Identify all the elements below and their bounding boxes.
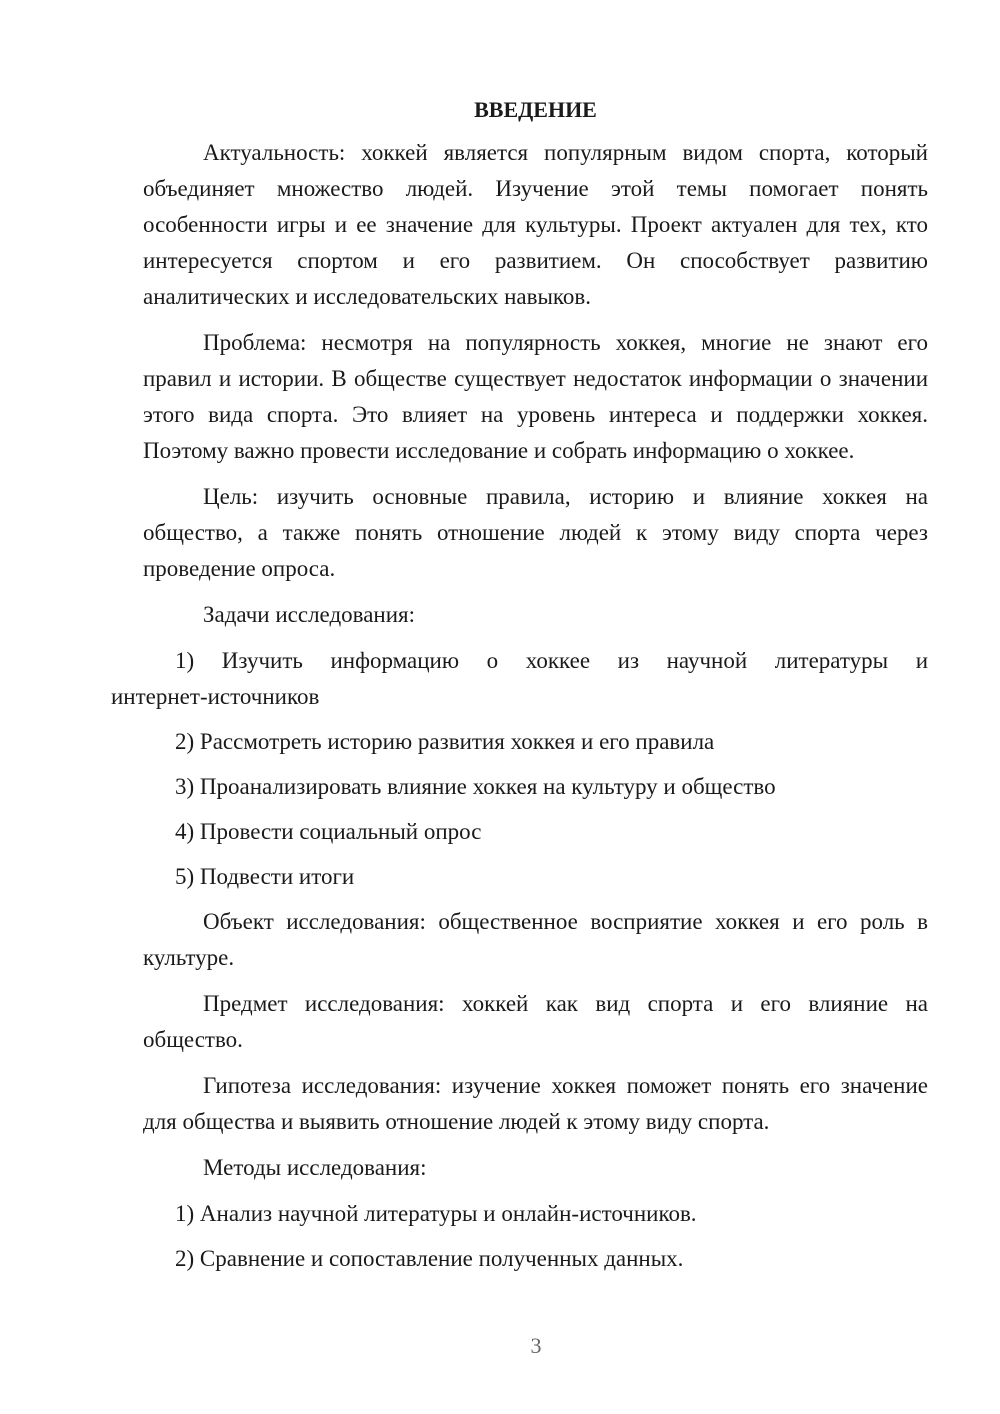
task-item-1 <box>111 643 928 715</box>
task-item-1-first-line: 1) Изучить информацию о хоккее из научной литературы и <box>175 648 928 673</box>
method-item-1: 1) Анализ научной литературы и онлайн-источников. <box>175 1201 697 1226</box>
tasks-heading: Задачи исследования: <box>203 602 416 627</box>
methods-heading: Методы исследования: <box>203 1155 427 1180</box>
object-paragraph: Объект исследования: общественное восприятие хоккея и его роль в культуре. <box>143 909 928 970</box>
method-item-2: 2) Сравнение и сопоставление полученных данных. <box>175 1246 684 1271</box>
page-content <box>111 95 928 1286</box>
hypothesis-paragraph: Гипотеза исследования: изучение хоккея поможет понять его значение для общества и выявить отношение людей к этому виду спорта. <box>143 1073 928 1134</box>
task-item-1-continuation: интернет-источников <box>111 684 320 709</box>
page-number: 3 <box>530 1333 542 1358</box>
page-title: ВВЕДЕНИЕ <box>474 97 597 122</box>
relevance-paragraph: Актуальность: хоккей является популярным видом спорта, который объединяет множество людей. Изучение этой темы помогает понять особенности игры и ее значение для культуры. Проект актуален для тех, кто интересуется спортом и его развитием. Он способствует развитию аналитических и исследовательских навыков. <box>143 140 928 309</box>
goal-paragraph: Цель: изучить основные правила, историю и влияние хоккея на общество, а также понять отношение людей к этому виду спорта через проведение опроса. <box>143 484 928 581</box>
problem-paragraph: Проблема: несмотря на популярность хоккея, многие не знают его правил и истории. В обществе существует недостаток информации о значении этого вида спорта. Это влияет на уровень интереса и поддержки хоккея. Поэтому важно провести исследование и собрать информацию о хоккее. <box>143 330 928 463</box>
task-item-4: 4) Провести социальный опрос <box>175 819 482 844</box>
task-item-2: 2) Рассмотреть историю развития хоккея и его правила <box>175 729 715 754</box>
task-item-3: 3) Проанализировать влияние хоккея на культуру и общество <box>175 774 776 799</box>
task-item-5: 5) Подвести итоги <box>175 864 355 889</box>
subject-paragraph: Предмет исследования: хоккей как вид спорта и его влияние на общество. <box>143 991 928 1052</box>
